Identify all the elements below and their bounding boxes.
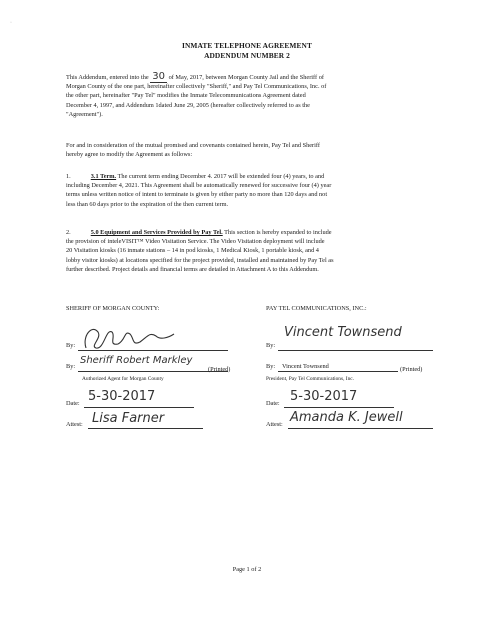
consideration-line-2: hereby agree to modify the Agreement as follows: [66, 151, 193, 159]
paytel-name-by-label: By: [266, 363, 276, 370]
page-number: Page 1 of 2 [232, 566, 262, 573]
paytel-attest-label: Attest: [266, 421, 283, 428]
section-1-line-4: less than 60 days prior to the expiration of the then current term. [66, 200, 229, 208]
paytel-signature-line [278, 350, 433, 351]
paytel-date-line [284, 407, 394, 408]
paytel-date-label: Date: [266, 400, 280, 407]
section-2-line-4: lobby visitor kiosks) at locations specified for the project provided, installed and maintained by Pay Tel as [66, 256, 334, 264]
document-subtitle: ADDENDUM NUMBER 2 [204, 51, 290, 60]
sheriff-handwritten-name: Sheriff Robert Markley [80, 355, 193, 366]
scan-mark: · [10, 20, 12, 26]
section-2-line-1 [66, 228, 438, 237]
paytel-printed-name: Vincent Townsend [282, 363, 329, 370]
document-title: INMATE TELEPHONE AGREEMENT [181, 41, 313, 50]
consideration-line-1: For and in consideration of the mutual promised and covenants contained herein, Pay Tel and Sheriff [66, 142, 320, 149]
intro-text-2: of May, 2017, between Morgan County Jail and the Sheriff of [167, 74, 324, 81]
paytel-handwritten-date: 5-30-2017 [290, 389, 358, 404]
section-2-line-2: the provision of inteleVISIT™ Video Visitation Service. The Video Visitation deployment will include [66, 238, 325, 246]
section-2-line-3: 20 Visitation kiosks (16 inmate stations – 14 in pod kiosks, 1 Medical Kiosk, 1 portable kiosk, and 4 [66, 247, 319, 255]
section-1-heading: 3.1 Term. [90, 173, 117, 180]
sheriff-attest-label: Attest: [66, 421, 83, 428]
sheriff-date-line [84, 407, 194, 408]
intro-line-3: the other part, hereinafter "Pay Tel" modifies the Inmate Telecommunications Agreement dated [66, 92, 306, 100]
sheriff-attest-signature: Lisa Farner [92, 411, 165, 426]
paytel-role: President, Pay Tel Communications, Inc. [266, 376, 355, 382]
paytel-printed-label: (Printed) [400, 366, 423, 373]
sheriff-by-label: By: [66, 342, 76, 349]
section-1-text: The current term ending December 4. 2017 will be extended four (4) years, to and [116, 173, 325, 180]
section-1-line-3: terms unless written notice of intent to terminate is given by either party no more than 120 days and not [66, 191, 328, 199]
consideration-paragraph [66, 141, 438, 159]
section-1-line-2: including December 4, 2021. This Agreement shall be automatically renewed for successive four (4) year [66, 182, 332, 190]
section-2-heading: 5.0 Equipment and Services Provided by Pay Tel. [90, 229, 223, 236]
paytel-attest-line [288, 428, 433, 429]
sheriff-handwritten-date: 5-30-2017 [88, 389, 156, 404]
section-1 [66, 172, 438, 209]
section-1-number: 1. [66, 173, 71, 180]
paytel-attest-signature: Amanda K. Jewell [290, 410, 403, 425]
paytel-heading: PAY TEL COMMUNICATIONS, INC.: [266, 305, 367, 312]
paytel-name-line [278, 371, 398, 372]
section-2-number: 2. [66, 229, 71, 236]
sheriff-name-by-label: By: [66, 363, 76, 370]
section-2-text: This section is hereby expanded to include [222, 229, 332, 236]
intro-paragraph [66, 72, 438, 119]
section-2-line-5: further described. Project details and financial terms are detailed in Attachment A to this Addendum. [66, 265, 319, 273]
sheriff-heading: SHERIFF OF MORGAN COUNTY: [66, 305, 160, 312]
intro-line-2: Morgan County of the one part, hereinafter collectively "Sheriff," and Pay Tel Communications, Inc. of [66, 83, 327, 91]
paytel-signature: Vincent Townsend [284, 325, 402, 340]
intro-line-1 [66, 72, 438, 82]
intro-line-5: "Agreement"). [66, 110, 103, 118]
sheriff-role: Authorized Agent for Morgan County [82, 376, 164, 382]
intro-text-1: This Addendum, entered into the [66, 74, 151, 81]
sheriff-name-line [78, 371, 228, 372]
paytel-by-label: By: [266, 342, 276, 349]
section-2 [66, 228, 438, 274]
sheriff-attest-line [88, 428, 203, 429]
handwritten-day: 30 [152, 71, 166, 82]
intro-line-4: December 4, 1997, and Addendum 1dated June 29, 2005 (hereafter collectively referred to as the [66, 101, 310, 109]
sheriff-date-label: Date: [66, 400, 80, 407]
sheriff-printed-label: (Printed) [208, 366, 231, 373]
section-1-line-1 [66, 172, 438, 181]
sheriff-signature [78, 318, 208, 354]
